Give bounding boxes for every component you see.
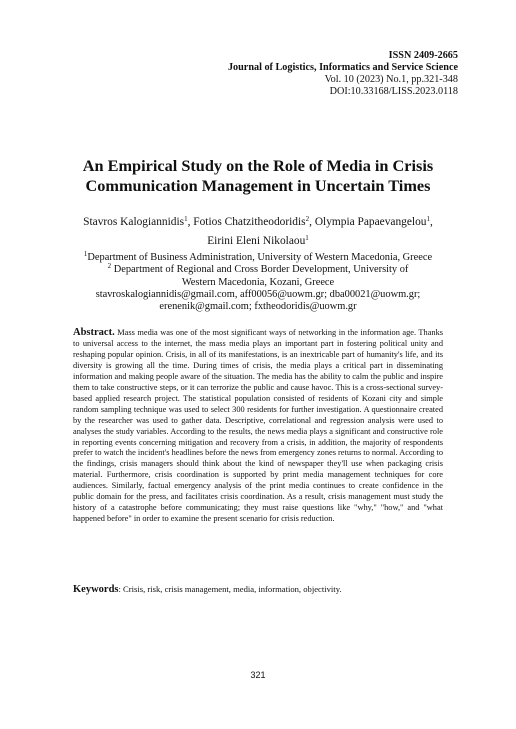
keywords [73, 584, 443, 595]
author-list [40, 213, 476, 250]
author-separator: , [187, 216, 194, 228]
author-name: Eirini Eleni Nikolaou [207, 234, 306, 247]
affiliations [60, 252, 456, 313]
author-affiliation-mark: 1 [426, 215, 430, 223]
author-separator: , [429, 216, 433, 228]
author-affiliation-mark: 1 [184, 215, 188, 223]
issn: ISSN 2409-2665 [388, 50, 458, 61]
keywords-text: : Crisis, risk, crisis management, media, information, objectivity. [118, 584, 342, 594]
affiliation-1: $^1$Department of Business Administration, University of Western Macedonia, Greece [83, 250, 433, 263]
author-name: Stavros Kalogiannidis [83, 216, 185, 228]
author-name: Olympia Papaevangelou [314, 216, 427, 228]
author-name: Fotios Chatzitheodoridis [193, 216, 306, 228]
paper-title [50, 156, 466, 196]
doi: DOI:10.33168/LISS.2023.0118 [329, 85, 458, 97]
affiliation-2: $^2$ Department of Regional and Cross Border Development, University of [107, 262, 409, 276]
volume-info: Vol. 10 (2023) No.1, pp.321-348 [324, 73, 458, 85]
emails-line-1: stavroskalogiannidis@gmail.com, aff00056@uowm.gr; dba00021@uowm.gr; [95, 288, 421, 300]
abstract-text: Mass media was one of the most significant ways of networking in the information age. Thanks to universal access to the internet, the mass media plays an important part in fostering political unity and reshaping popular opinion. Crisis, in all of its manifestations, is an inextricable part of humanity's life, and its diversity is growing all the time. During times of crisis, the media plays a critical part in disseminating information and making people aware of the situation. The media has the ability to calm the public and inspire them to take constructive steps, or it can terrorize the public and cause havoc. This is a cross-sectional survey-based applied research project. The statistical population consisted of residents of Kozani city and simple random sampling technique was used to select 300 residents for further investigation. A questionnaire created by the researcher was used to gather data. Descriptive, correlational and regression analysis were used to analyses the study variables. According to the results, the news media plays a significant and constructive role in reporting events concerning mitigation and recovery from a crisis, in addition, the majority of respondents prefer to watch the incident's headlines before the news from emergency zones returns to normal. According to the findings, crisis managers should think about the kind of newspaper they'll use when packaging crisis material. Furthermore, crisis coordination is supported by print media management techniques for core audiences. Similarly, factual emergency analysis of the print media continues to create confidence in the public domain for the press, and facilitates crisis coordination. As a result, crisis management must study the history of a catastrophe before communicating; they must raise questions like "why," "how," and "what happened before" in order to examine the present scenario for crisis reduction. [73, 328, 443, 524]
title-line-1: An Empirical Study on the Role of Media in Crisis [82, 156, 434, 175]
abstract-label: Abstract. [73, 327, 115, 338]
keywords-label: Keywords [73, 584, 119, 595]
abstract [73, 328, 443, 525]
author-affiliation-mark: 1 [305, 233, 309, 242]
author-affiliation-mark: 2 [305, 215, 310, 223]
author-line-2 [40, 232, 476, 251]
affiliation-2-cont: Western Macedonia, Kozani, Greece [181, 276, 335, 288]
journal-name: Journal of Logistics, Informatics and Service Science [227, 61, 458, 73]
page-number: 321 [250, 670, 266, 680]
emails-line-2: erenenik@gmail.com; fxtheodoridis@uowm.gr [159, 301, 357, 313]
journal-header [98, 50, 458, 98]
author-line-1 [40, 213, 476, 232]
title-line-2: Communication Management in Uncertain Times [85, 176, 431, 195]
author-separator: , [309, 216, 315, 228]
